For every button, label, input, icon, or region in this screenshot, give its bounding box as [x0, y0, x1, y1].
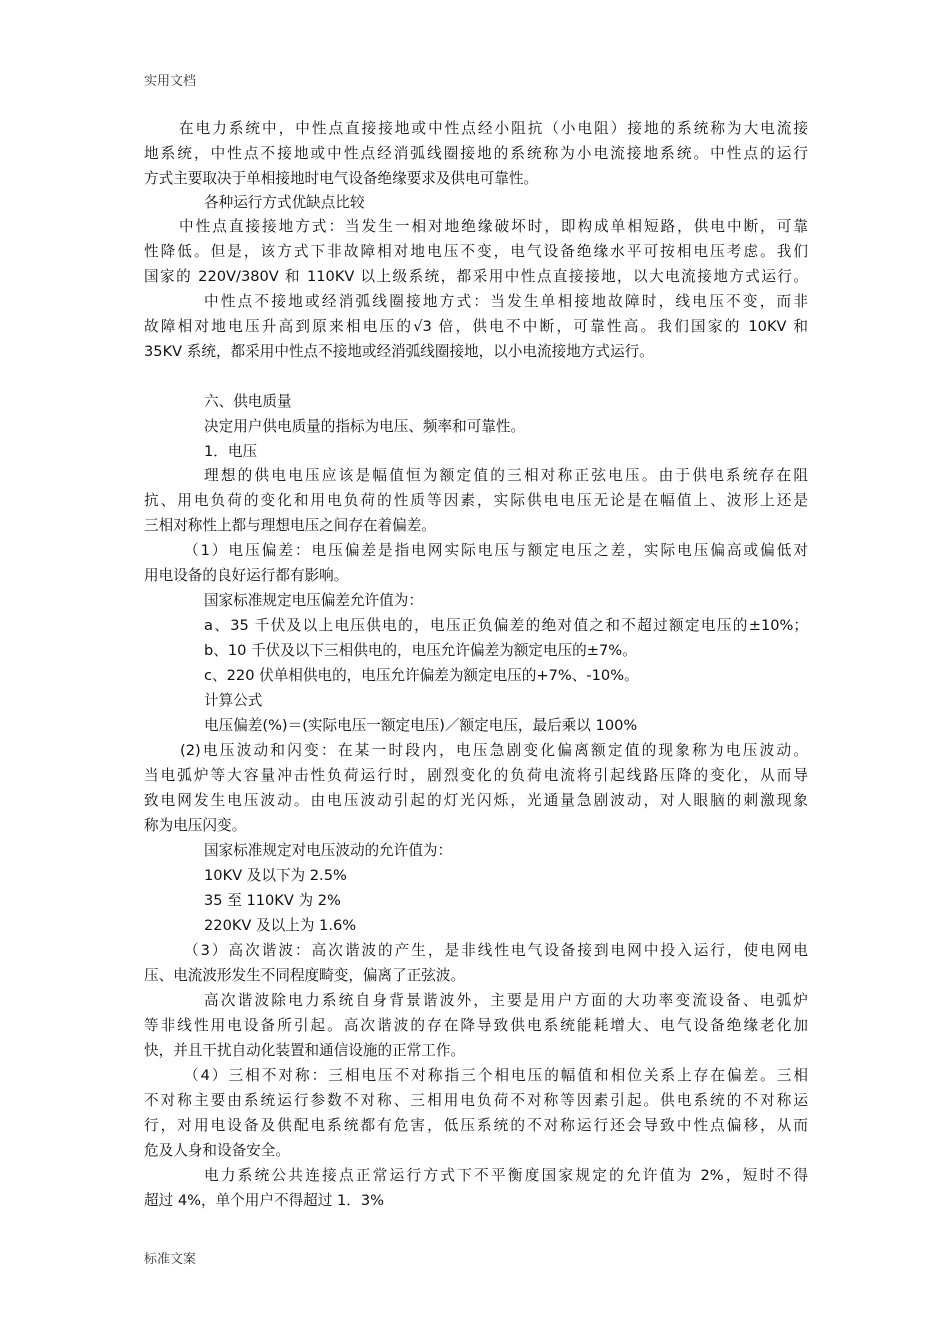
text-line: （1）电压偏差：电压偏差是指电网实际电压与额定电压之差，实际电压偏高或偏低对 [184, 542, 808, 559]
text-line: 压、电流波形发生不同程度畸变，偏离了正弦波。 [144, 967, 466, 984]
page-footer: 标准文案 [144, 1252, 197, 1267]
text-line: 理想的供电电压应该是幅值恒为额定值的三相对称正弦电压。由于供电系统存在阻 [204, 467, 808, 484]
text-line: 抗、用电负荷的变化和用电负荷的性质等因素，实际供电电压无论是在幅值上、波形上还是 [144, 492, 808, 509]
text-line: 计算公式 [204, 692, 263, 709]
page-header: 实用文档 [144, 74, 197, 89]
text-line: 35KV 系统，都采用中性点不接地或经消弧线圈接地，以小电流接地方式运行。 [144, 343, 654, 360]
text-line: 称为电压闪变。 [144, 817, 247, 834]
text-line: （3）高次谐波：高次谐波的产生，是非线性电气设备接到电网中投入运行，使电网电 [184, 942, 808, 959]
text-line: 三相对称性上都与理想电压之间存在着偏差。 [144, 517, 436, 534]
text-line: 行，对用电设备及供配电系统都有危害，低压系统的不对称运行还会导致中性点偏移，从而 [144, 1117, 808, 1134]
text-line: 国家的 220V/380V 和 110KV 以上级系统，都采用中性点直接接地，以大电流接地方式运行。 [144, 268, 808, 285]
text-line: 性降低。但是，该方式下非故障相对地电压不变，电气设备绝缘水平可按相电压考虑。我们 [144, 243, 808, 260]
text-line: (2)电压波动和闪变：在某一时段内，电压急剧变化偏离额定值的现象称为电压波动。 [180, 742, 808, 759]
list-item: 220KV 及以上为 1.6% [204, 917, 357, 934]
text-line: 用电设备的良好运行都有影响。 [144, 567, 349, 584]
subsection-heading: 1．电压 [204, 443, 258, 460]
section-heading: 各种运行方式优缺点比较 [204, 194, 365, 211]
text-line: 中性点不接地或经消弧线圈接地方式：当发生单相接地故障时，线电压不变，而非 [204, 293, 808, 310]
text-line: 快，并且干扰自动化装置和通信设施的正常工作。 [144, 1042, 466, 1059]
section-heading: 六、供电质量 [204, 393, 292, 410]
text-line: 在电力系统中，中性点直接接地或中性点经小阻抗（小电阻）接地的系统称为大电流接 [179, 120, 808, 137]
list-item: 10KV 及以下为 2.5% [204, 867, 347, 884]
text-line: 危及人身和设备安全。 [144, 1142, 290, 1159]
text-line: 故障相对地电压升高到原来相电压的√3 倍，供电不中断，可靠性高。我们国家的 10KV 和 [144, 318, 808, 335]
text-line: 致电网发生电压波动。由电压波动引起的灯光闪烁，光通量急剧波动，对人眼脑的刺激现象 [144, 792, 808, 809]
list-item: a、35 千伏及以上电压供电的，电压正负偏差的绝对值之和不超过额定电压的±10%； [204, 617, 808, 634]
list-item: c、220 伏单相供电的，电压允许偏差为额定电压的+7%、-10%。 [204, 667, 639, 684]
text-line: （4）三相不对称：三相电压不对称指三个相电压的幅值和相位关系上存在偏差。三相 [184, 1067, 808, 1084]
text-line: 等非线性用电设备所引起。高次谐波的存在降导致供电系统能耗增大、电气设备绝缘老化加 [144, 1017, 808, 1034]
list-item: b、10 千伏及以下三相供电的，电压允许偏差为额定电压的±7%。 [204, 642, 637, 659]
text-line: 不对称主要由系统运行参数不对称、三相用电负荷不对称等因素引起。供电系统的不对称运 [144, 1092, 808, 1109]
formula-line: 电压偏差(%)＝(实际电压一额定电压)／额定电压，最后乘以 100% [204, 717, 638, 734]
text-line: 当电弧炉等大容量冲击性负荷运行时，剧烈变化的负荷电流将引起线路压降的变化，从而导 [144, 767, 808, 784]
text-line: 国家标准规定电压偏差允许值为： [204, 592, 423, 609]
text-line: 超过 4%，单个用户不得超过 1．3% [144, 1192, 384, 1209]
text-line: 国家标准规定对电压波动的允许值为： [204, 842, 453, 859]
text-line: 决定用户供电质量的指标为电压、频率和可靠性。 [204, 418, 526, 435]
text-line: 方式主要取决于单相接地时电气设备绝缘要求及供电可靠性。 [144, 170, 539, 187]
text-line: 高次谐波除电力系统自身背景谐波外，主要是用户方面的大功率变流设备、电弧炉 [204, 992, 808, 1009]
text-line: 电力系统公共连接点正常运行方式下不平衡度国家规定的允许值为 2%，短时不得 [204, 1167, 808, 1184]
list-item: 35 至 110KV 为 2% [204, 892, 341, 909]
text-line: 中性点直接接地方式：当发生一相对地绝缘破坏时，即构成单相短路，供电中断，可靠 [179, 218, 808, 235]
text-line: 地系统，中性点不接地或中性点经消弧线圈接地的系统称为小电流接地系统。中性点的运行 [144, 145, 808, 162]
